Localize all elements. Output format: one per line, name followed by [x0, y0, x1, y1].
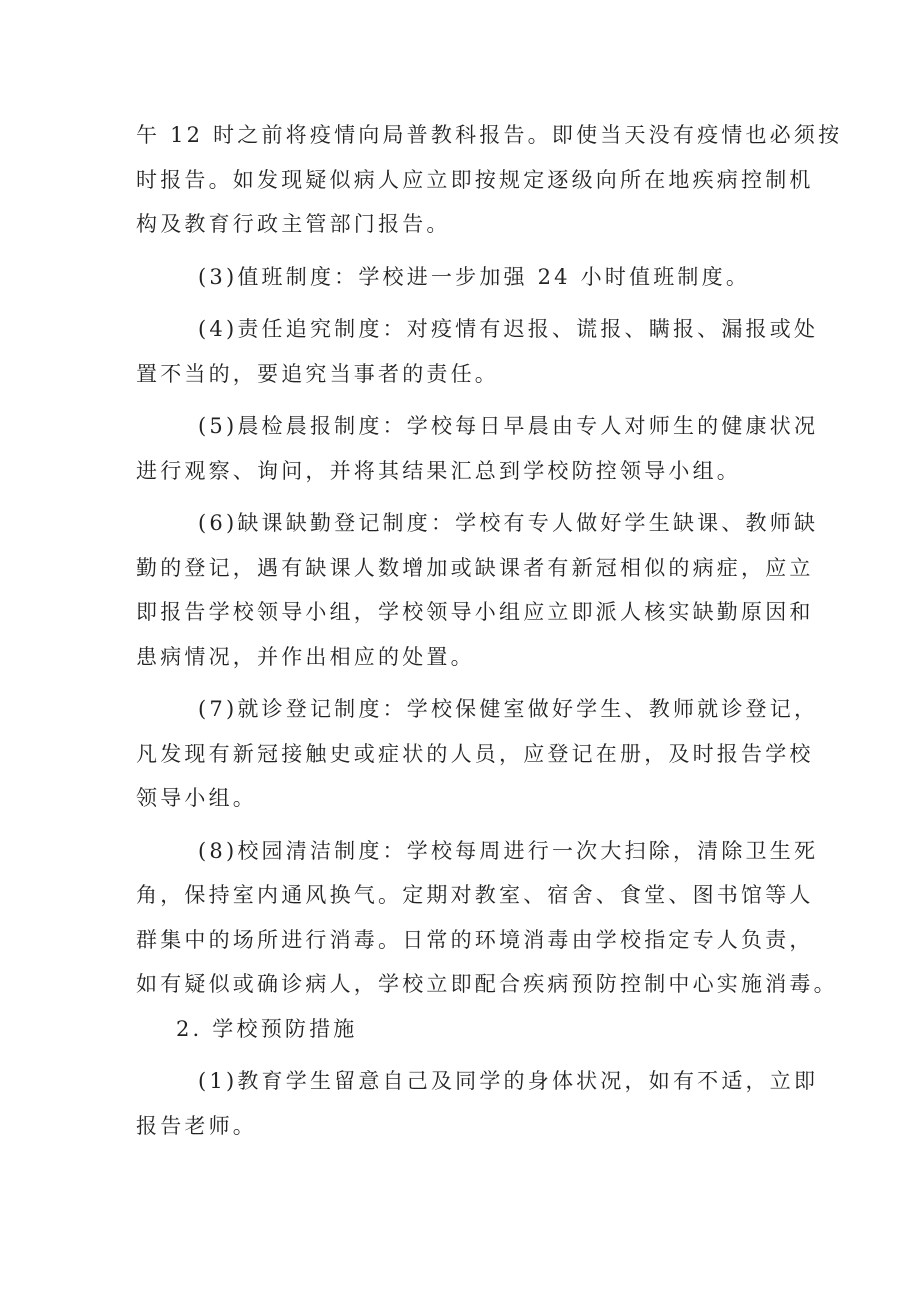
paragraph-report-deadline: [136, 113, 843, 247]
text-line: (7)就诊登记制度：学校保健室做好学生、教师就诊登记，: [198, 697, 819, 721]
paragraph-student-health-education: [136, 1059, 819, 1148]
text-line: 即报告学校领导小组，学校领导小组应立即派人核实缺勤原因和: [136, 600, 814, 624]
section-heading: 2. 学校预防措施: [176, 1016, 358, 1041]
text-line: (6)缺课缺勤登记制度：学校有专人做好学生缺课、教师缺: [198, 511, 819, 535]
document-page: [136, 113, 843, 1148]
text-line: 领导小组。: [136, 786, 257, 810]
text-line: (1)教育学生留意自己及同学的身体状况，如有不适，立即: [198, 1069, 819, 1093]
section-heading-prevention-measures: [136, 1007, 796, 1052]
text-line: (5)晨检晨报制度：学校每日早晨由专人对师生的健康状况: [198, 414, 819, 438]
text-line: 时报告。如发现疑似病人应立即按规定逐级向所在地疾病控制机: [136, 167, 814, 192]
paragraph-morning-check-system: [136, 404, 819, 493]
text-line: 角，保持室内通风换气。定期对教室、宿舍、食堂、图书馆等人: [136, 883, 814, 907]
paragraph-accountability-system: [136, 307, 819, 396]
paragraph-duty-system: [136, 255, 796, 300]
paragraph-absence-registration: [136, 501, 819, 679]
text-line: 如有疑似或确诊病人，学校立即配合疾病预防控制中心实施消毒。: [136, 972, 838, 996]
paragraph-campus-cleaning: [136, 829, 838, 1007]
text-line: (8)校园清洁制度：学校每周进行一次大扫除，清除卫生死: [198, 838, 819, 863]
text-line: 凡发现有新冠接触史或症状的人员，应登记在册，及时报告学校: [136, 741, 814, 766]
text-line: 勤的登记，遇有缺课人数增加或缺课者有新冠相似的病症，应立: [136, 555, 814, 580]
text-line: (3)值班制度：学校进一步加强 24 小时值班制度。: [198, 264, 751, 289]
text-line: 报告老师。: [136, 1113, 257, 1138]
text-line: 构及教育行政主管部门报告。: [136, 212, 451, 236]
paragraph-clinic-registration: [136, 687, 819, 821]
text-line: 进行观察、询问，并将其结果汇总到学校防控领导小组。: [136, 458, 741, 483]
text-line: 置不当的，要追究当事者的责任。: [136, 361, 499, 386]
text-line: 患病情况，并作出相应的处置。: [136, 644, 475, 669]
text-line: 群集中的场所进行消毒。日常的环境消毒由学校指定专人负责，: [136, 927, 814, 952]
text-line: (4)责任追究制度：对疫情有迟报、谎报、瞒报、漏报或处: [198, 317, 819, 341]
text-line: 午 12 时之前将疫情向局普教科报告。即使当天没有疫情也必须按: [136, 123, 843, 147]
